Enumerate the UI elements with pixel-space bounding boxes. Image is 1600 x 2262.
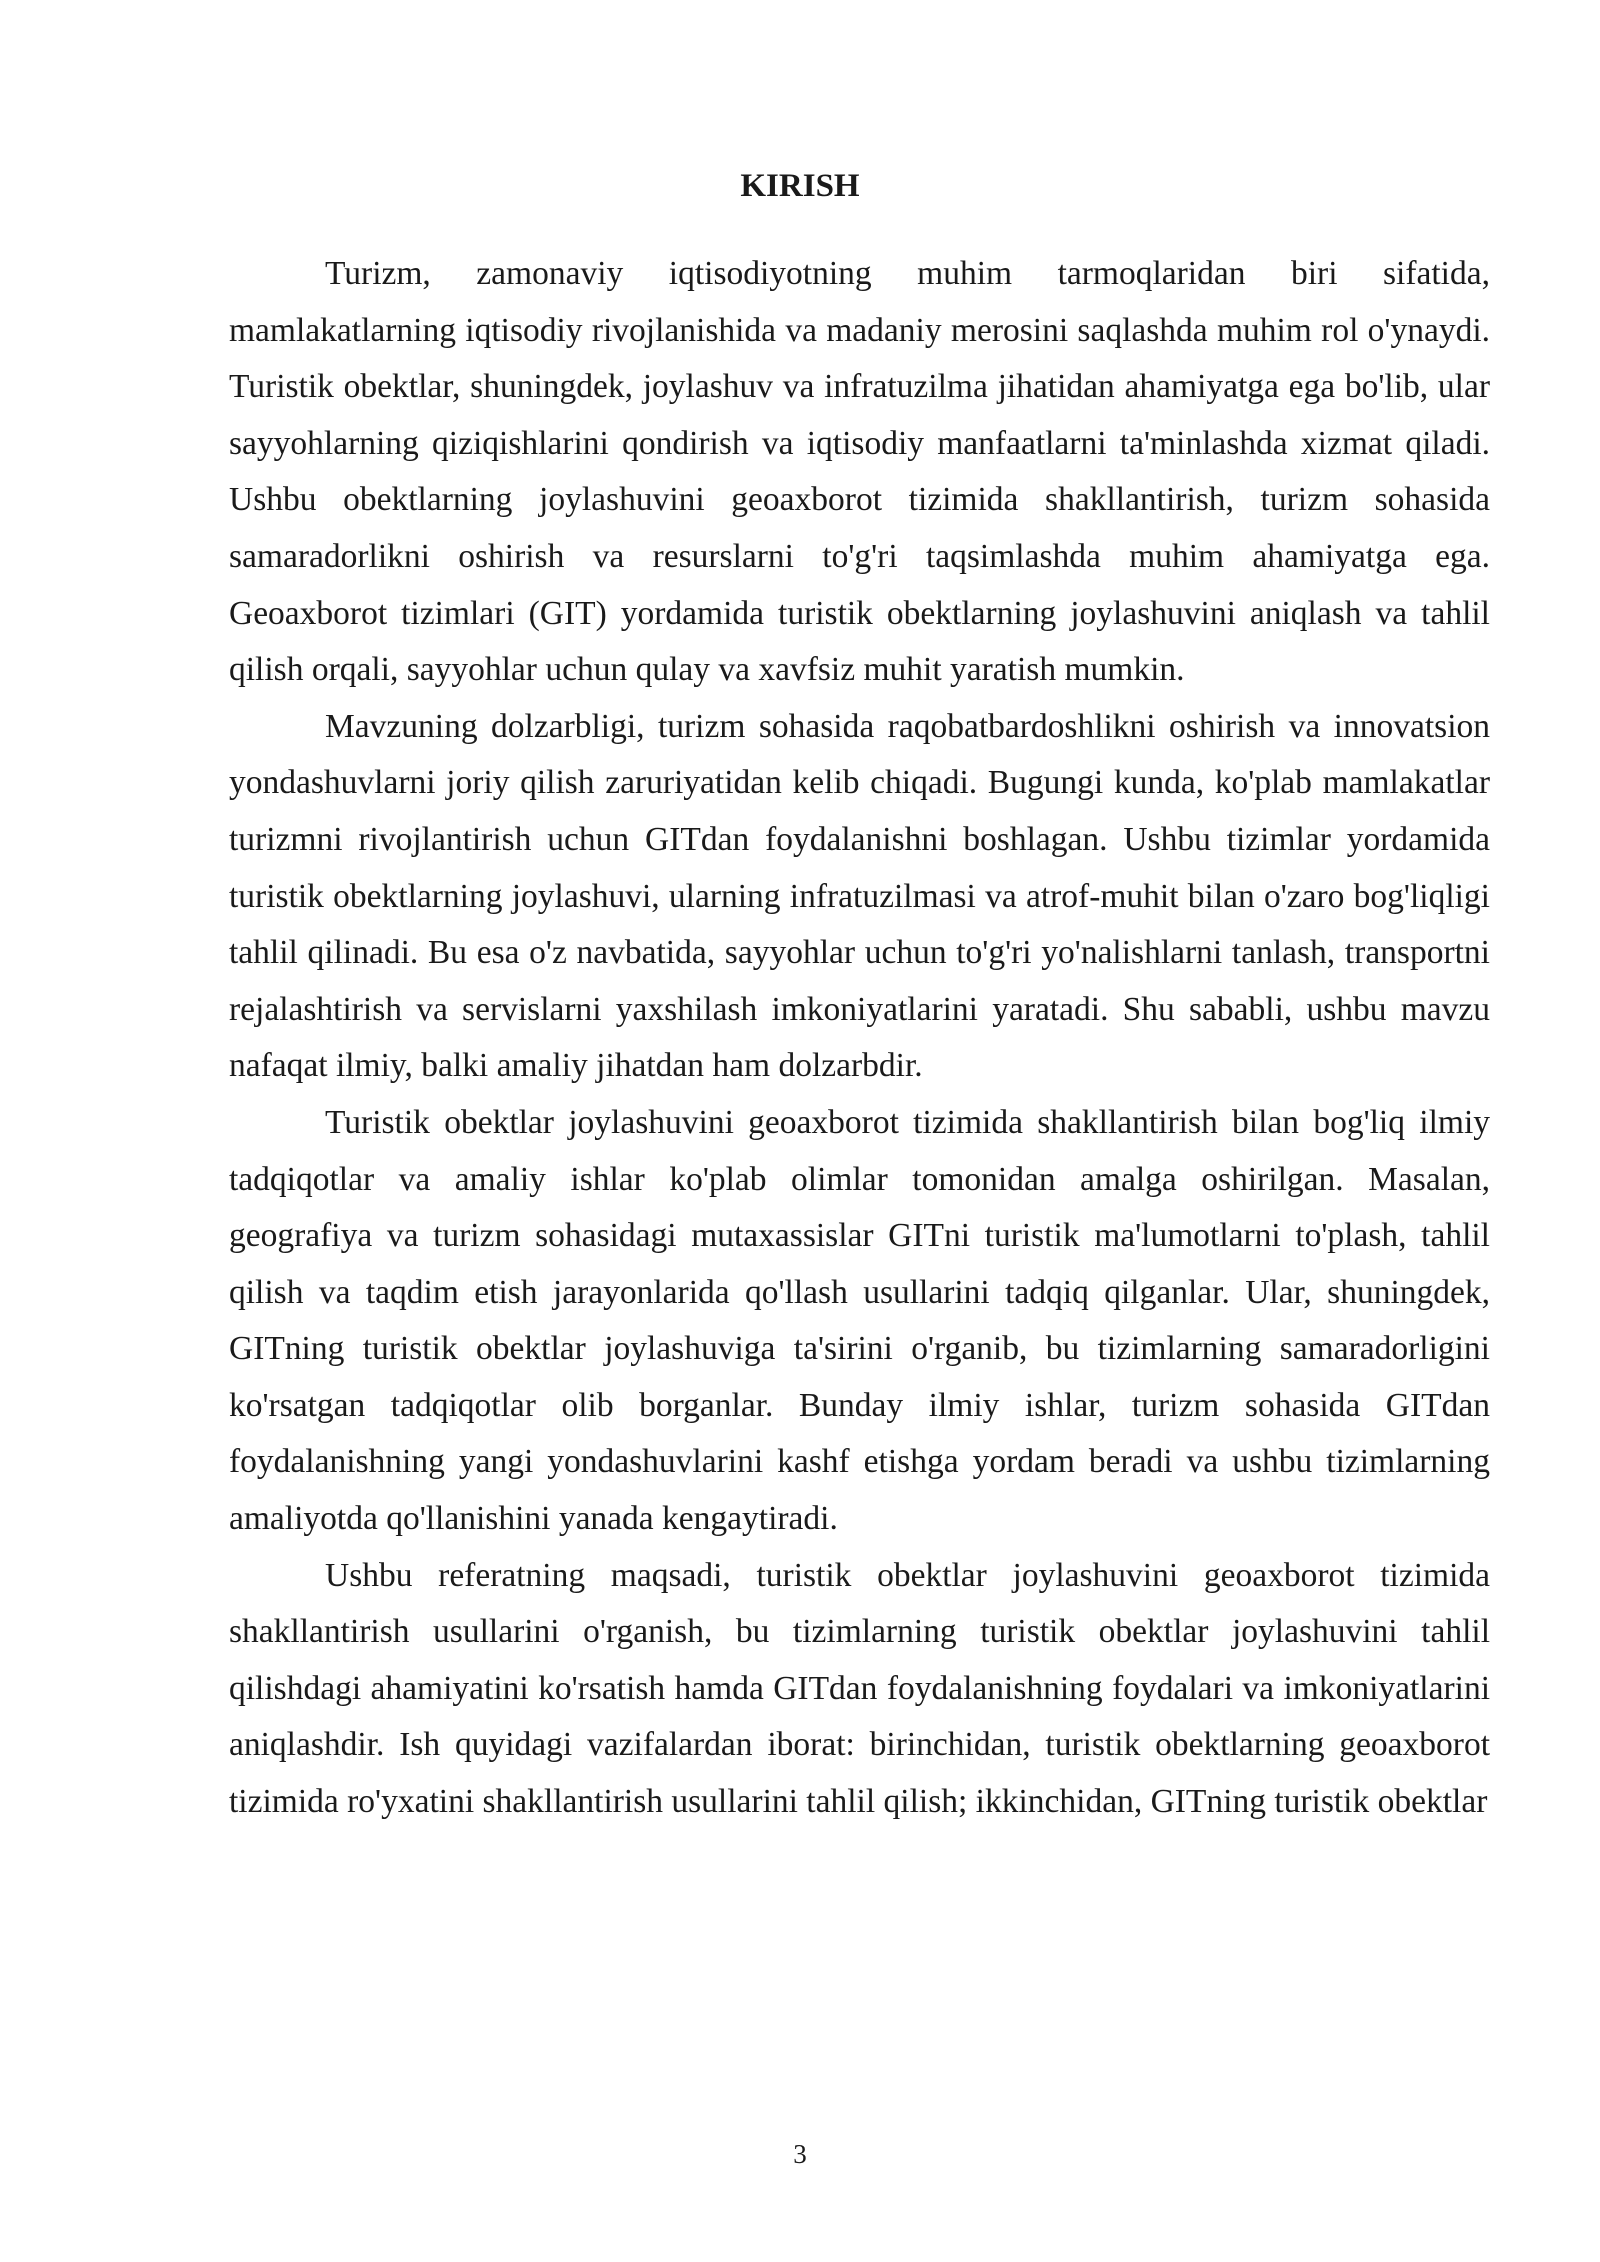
- page-number: 3: [793, 2139, 807, 2169]
- page-heading: KIRISH: [740, 168, 860, 204]
- paragraph: Turizm, zamonaviy iqtisodiyotning muhim tarmoqlaridan biri sifatida, mamlakatlarning iqtisodiy rivojlanishida va madaniy merosini saqlashda muhim rol o'ynaydi. Turistik obektlar, shuningdek, joylashuv va infratuzilma jihatidan ahamiyatga ega bo'lib, ular sayyohlarning qiziqishlarini qondirish va iqtisodiy manfaatlarni ta'minlashda xizmat qiladi. Ushbu obektlarning joylashuvini geoaxborot tizimida shakllantirish, turizm sohasida samaradorlikni oshirish va resurslarni to'g'ri taqsimlashda muhim ahamiyatga ega. Geoaxborot tizimlari (GIT) yordamida turistik obektlarning joylashuvini aniqlash va tahlil qilish orqali, sayyohlar uchun qulay va xavfsiz muhit yaratish mumkin.: [229, 255, 1490, 689]
- paragraph: Mavzuning dolzarbligi, turizm sohasida raqobatbardoshlikni oshirish va innovatsion yondashuvlarni joriy qilish zaruriyatidan kelib chiqadi. Bugungi kunda, ko'plab mamlakatlar turizmni rivojlantirish uchun GITdan foydalanishni boshlagan. Ushbu tizimlar yordamida turistik obektlarning joylashuvi, ularning infratuzilmasi va atrof-muhit bilan o'zaro bog'liqligi tahlil qilinadi. Bu esa o'z navbatida, sayyohlar uchun to'g'ri yo'nalishlarni tanlash, transportni rejalashtirish va servislarni yaxshilash imkoniyatlarini yaratadi. Shu sababli, ushbu mavzu nafaqat ilmiy, balki amaliy jihatdan ham dolzarbdir.: [229, 707, 1490, 1085]
- paragraph: Ushbu referatning maqsadi, turistik obektlar joylashuvini geoaxborot tizimida shakllantirish usullarini o'rganish, bu tizimlarning turistik obektlar joylashuvini tahlil qilishdagi ahamiyatini ko'rsatish hamda GITdan foydalanishning foydalari va imkoniyatlarini aniqlashdir. Ish quyidagi vazifalardan iborat: birinchidan, turistik obektlarning geoaxborot tizimida ro'yxatini shakllantirish usullarini tahlil qilish; ikkinchidan, GITning turistik obektlar: [229, 1556, 1490, 1821]
- body-text: [229, 246, 1490, 1831]
- paragraph: Turistik obektlar joylashuvini geoaxborot tizimida shakllantirish bilan bog'liq ilmiy tadqiqotlar va amaliy ishlar ko'plab olimlar tomonidan amalga oshirilgan. Masalan, geografiya va turizm sohasidagi mutaxassislar GITni turistik ma'lumotlarni to'plash, tahlil qilish va taqdim etish jarayonlarida qo'llash usullarini tadqiq qilganlar. Ular, shuningdek, GITning turistik obektlar joylashuviga ta'sirini o'rganib, bu tizimlarning samaradorligini ko'rsatgan tadqiqotlar olib borganlar. Bunday ilmiy ishlar, turizm sohasida GITdan foydalanishning yangi yondashuvlarini kashf etishga yordam beradi va ushbu tizimlarning amaliyotda qo'llanishini yanada kengaytiradi.: [229, 1103, 1490, 1538]
